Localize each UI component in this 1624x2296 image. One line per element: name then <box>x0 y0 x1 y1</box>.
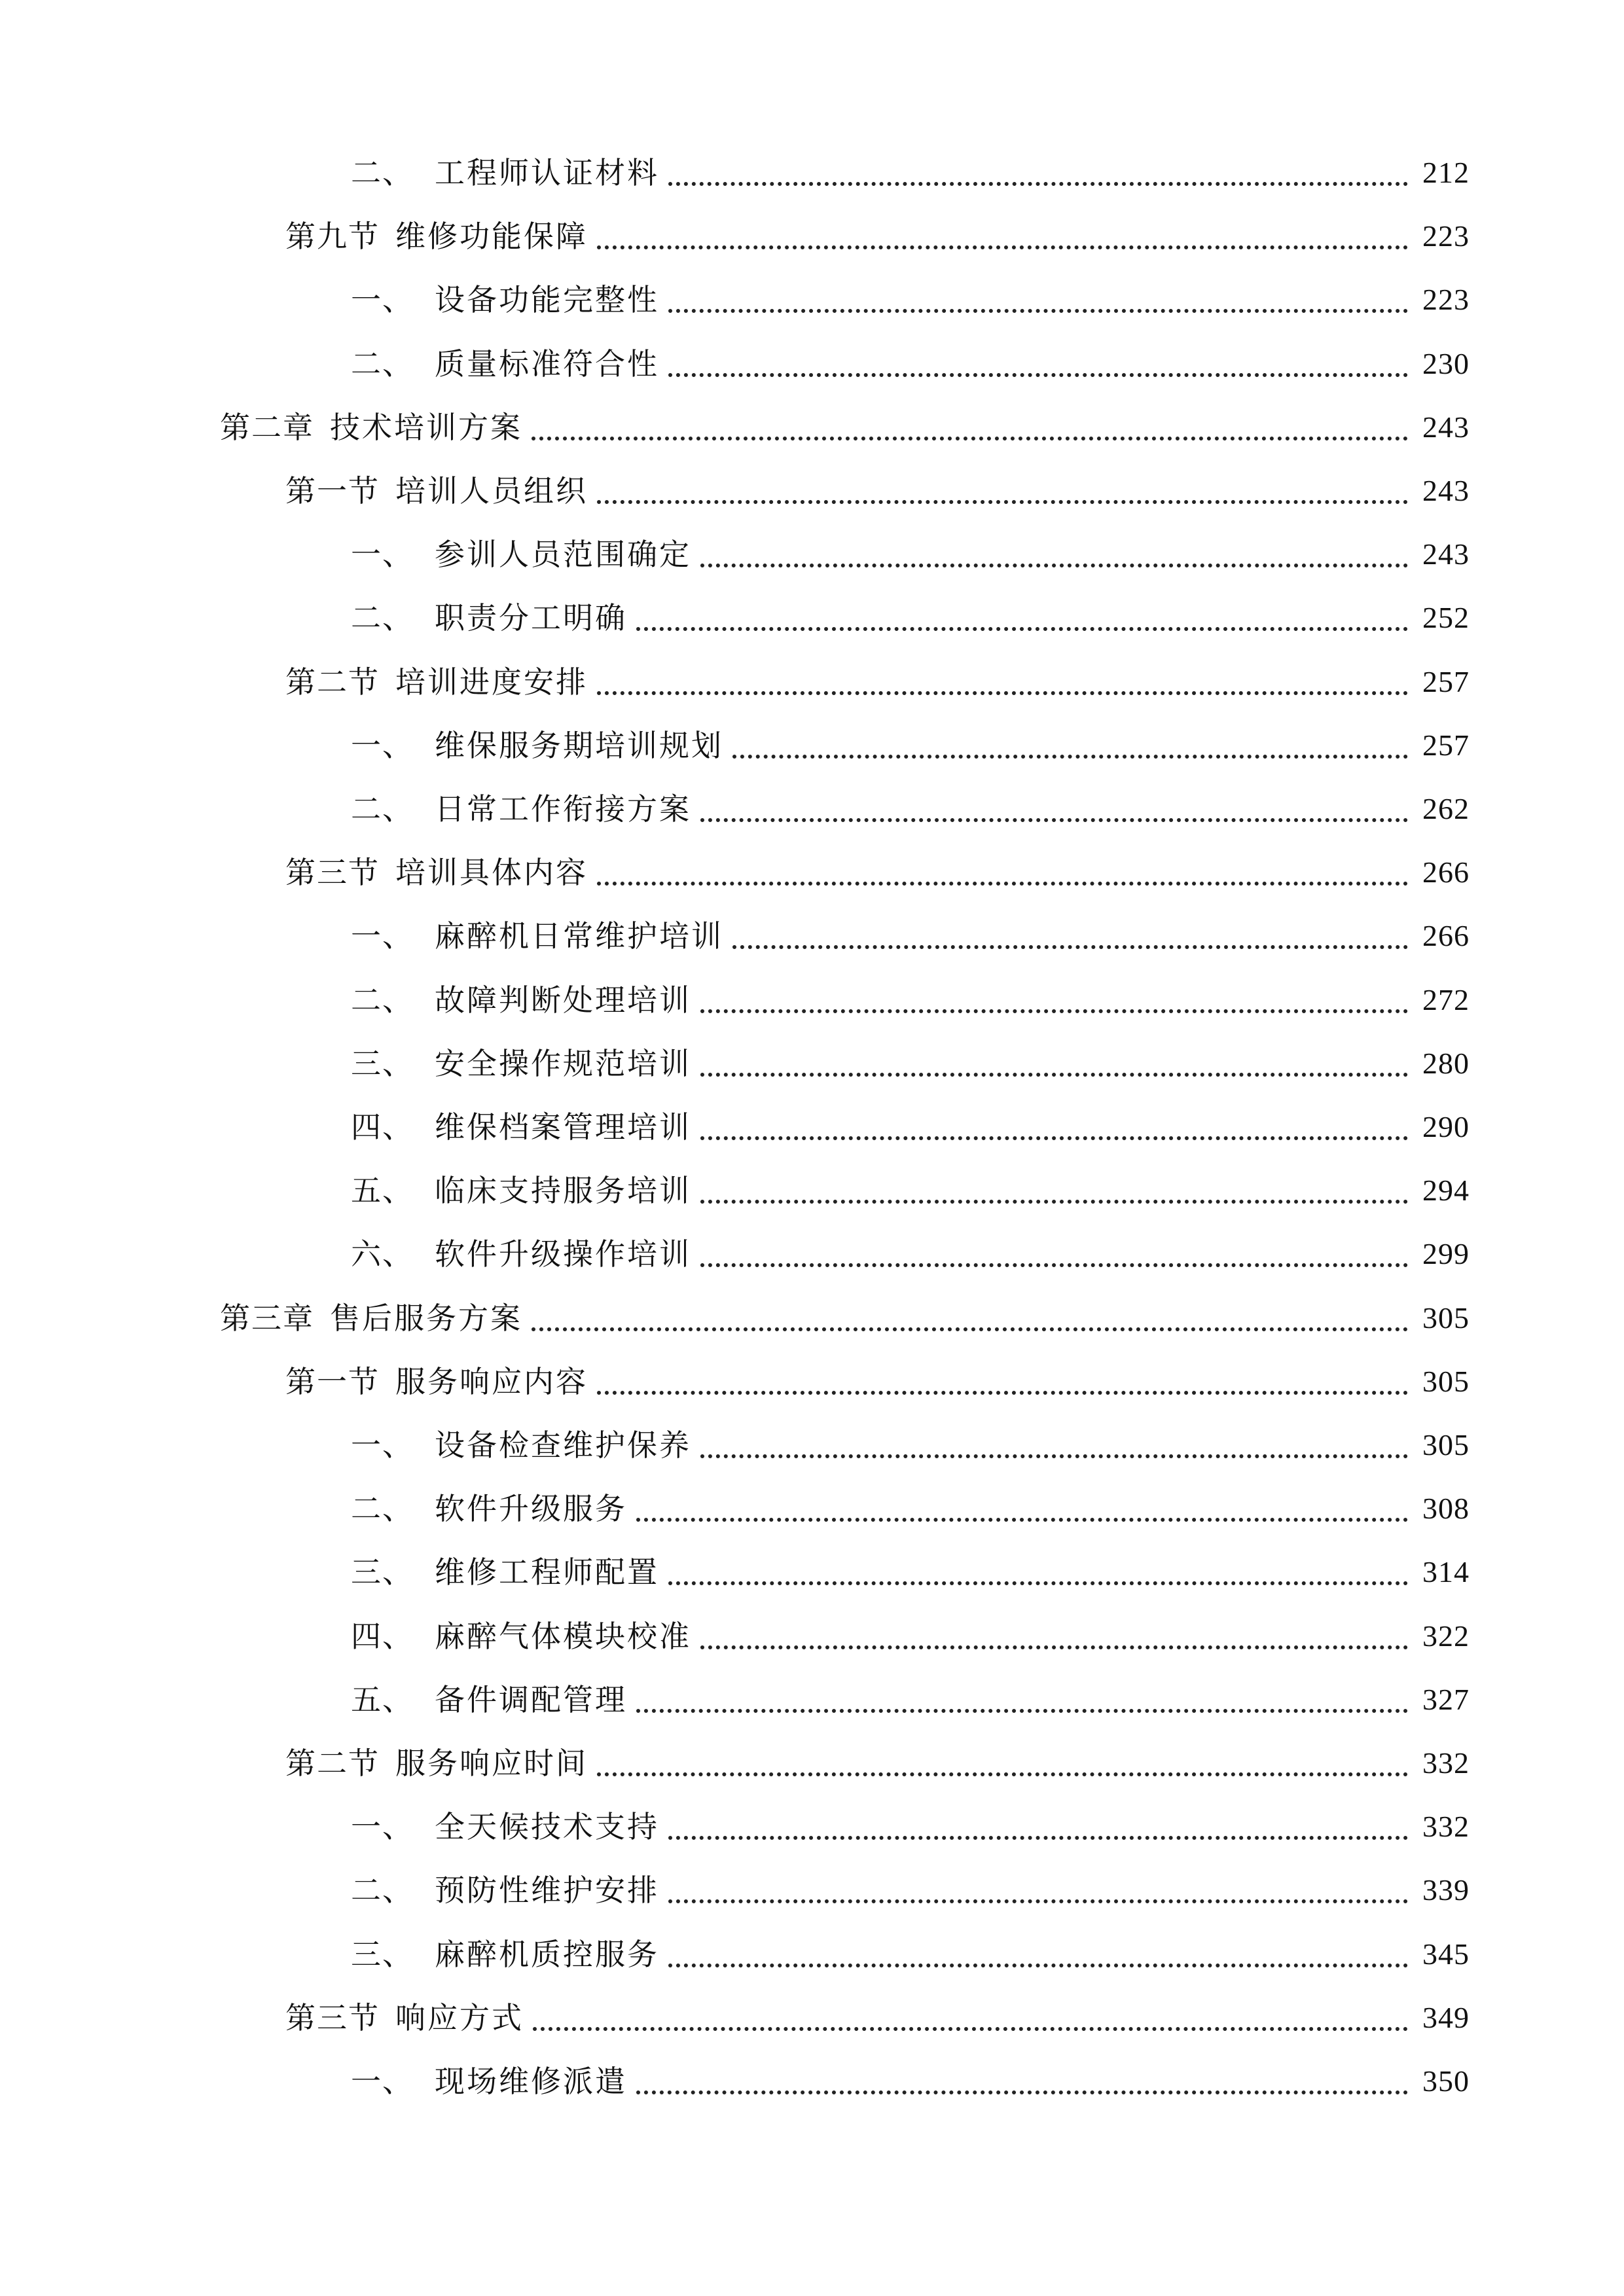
toc-dot-leader <box>668 1964 1408 1967</box>
toc-dot-leader <box>732 945 1408 949</box>
toc-page-number: 294 <box>1422 1174 1470 1207</box>
toc-entry-item[interactable] <box>351 1546 1470 1592</box>
toc-dot-leader <box>597 691 1408 695</box>
toc-entry-item[interactable] <box>351 338 1470 384</box>
toc-entry-item[interactable] <box>351 1037 1470 1083</box>
toc-dot-leader <box>597 1391 1408 1395</box>
toc-entry-number: 第一节 <box>285 473 380 509</box>
toc-entry-title: 技术培训方案 <box>330 410 522 445</box>
toc-entry-item[interactable] <box>351 1674 1470 1719</box>
toc-entry-number: 二、 <box>351 1491 414 1526</box>
toc-page-number: 257 <box>1422 665 1470 698</box>
toc-entry-title: 故障判断处理培训 <box>435 982 691 1018</box>
toc-page-number: 345 <box>1422 1937 1470 1971</box>
toc-entry-item[interactable] <box>351 974 1470 1020</box>
toc-entry-number: 第三节 <box>285 2000 380 2036</box>
toc-entry-number: 一、 <box>351 282 414 317</box>
toc-entry-section[interactable] <box>285 1737 1470 1783</box>
toc-dot-leader <box>700 564 1408 567</box>
toc-entry-number: 一、 <box>351 1427 414 1463</box>
toc-entry-number: 二、 <box>351 155 414 190</box>
toc-page-number: 339 <box>1422 1873 1470 1907</box>
toc-page-number: 230 <box>1422 347 1470 380</box>
toc-entry-number: 第三节 <box>285 855 380 890</box>
toc-page-number: 290 <box>1422 1110 1470 1143</box>
toc-entry-number: 二、 <box>351 982 414 1018</box>
toc-dot-leader <box>700 1645 1408 1649</box>
toc-page-number: 322 <box>1422 1619 1470 1653</box>
toc-page-number: 243 <box>1422 410 1470 444</box>
toc-entry-number: 第二节 <box>285 1746 380 1781</box>
toc-entry-item[interactable] <box>351 1928 1470 1974</box>
toc-entry-item[interactable] <box>351 147 1470 192</box>
toc-entry-number: 二、 <box>351 346 414 382</box>
toc-dot-leader <box>533 2027 1408 2031</box>
toc-page-number: 243 <box>1422 474 1470 507</box>
toc-entry-title: 维保档案管理培训 <box>435 1109 691 1145</box>
toc-entry-title: 售后服务方案 <box>330 1300 522 1336</box>
toc-entry-chapter[interactable] <box>220 1292 1470 1338</box>
toc-dot-leader <box>700 818 1408 822</box>
toc-entry-number: 第一节 <box>285 1364 380 1399</box>
toc-page-number: 257 <box>1422 728 1470 762</box>
toc-page-number: 349 <box>1422 2001 1470 2034</box>
toc-entry-title: 培训人员组织 <box>395 473 588 509</box>
toc-entry-number: 三、 <box>351 1554 414 1590</box>
toc-dot-leader <box>700 1009 1408 1013</box>
toc-dot-leader <box>597 882 1408 886</box>
toc-page-number: 223 <box>1422 219 1470 253</box>
toc-entry-item[interactable] <box>351 1482 1470 1528</box>
toc-entry-section[interactable] <box>285 1992 1470 2037</box>
toc-entry-title: 临床支持服务培训 <box>435 1173 691 1208</box>
toc-page-number: 212 <box>1422 156 1470 189</box>
toc-entry-item[interactable] <box>351 1419 1470 1465</box>
toc-dot-leader <box>700 1073 1408 1077</box>
toc-page-number: 332 <box>1422 1746 1470 1780</box>
toc-dot-leader <box>597 245 1408 249</box>
toc-entry-number: 五、 <box>351 1682 414 1717</box>
toc-page-number: 223 <box>1422 283 1470 316</box>
toc-entry-item[interactable] <box>351 783 1470 829</box>
toc-page-number: 299 <box>1422 1237 1470 1270</box>
toc-dot-leader <box>597 1772 1408 1776</box>
toc-dot-leader <box>700 1200 1408 1204</box>
toc-entry-number: 一、 <box>351 537 414 572</box>
toc-entry-number: 三、 <box>351 1937 414 1972</box>
toc-page-number: 243 <box>1422 537 1470 571</box>
toc-entry-title: 职责分工明确 <box>435 600 627 636</box>
toc-entry-title: 全天候技术支持 <box>435 1809 659 1844</box>
toc-dot-leader <box>532 1327 1408 1331</box>
toc-entry-number: 一、 <box>351 1809 414 1844</box>
toc-entry-title: 培训具体内容 <box>395 855 588 890</box>
toc-entry-item[interactable] <box>351 1228 1470 1274</box>
toc-dot-leader <box>636 2090 1408 2094</box>
toc-page-number: 350 <box>1422 2064 1470 2098</box>
toc-page-number: 305 <box>1422 1365 1470 1398</box>
toc-entry-number: 一、 <box>351 2064 414 2099</box>
toc-entry-title: 维保服务期培训规划 <box>435 728 723 763</box>
toc-entry-section[interactable] <box>285 656 1470 702</box>
toc-dot-leader <box>732 755 1408 759</box>
toc-entry-item[interactable] <box>351 1801 1470 1846</box>
toc-entry-item[interactable] <box>351 1164 1470 1210</box>
toc-page-number: 305 <box>1422 1428 1470 1462</box>
toc-entry-title: 工程师认证材料 <box>435 155 659 190</box>
toc-entry-title: 安全操作规范培训 <box>435 1046 691 1081</box>
toc-page-number: 314 <box>1422 1555 1470 1588</box>
toc-dot-leader <box>597 500 1408 504</box>
toc-dot-leader <box>668 1899 1408 1903</box>
toc-dot-leader <box>636 627 1408 631</box>
toc-page-number: 280 <box>1422 1047 1470 1080</box>
toc-entry-title: 响应方式 <box>395 2000 524 2036</box>
toc-page-number: 272 <box>1422 983 1470 1016</box>
toc-entry-section[interactable] <box>285 210 1470 256</box>
toc-entry-title: 软件升级操作培训 <box>435 1236 691 1272</box>
toc-entry-section[interactable] <box>285 465 1470 511</box>
toc-entry-chapter[interactable] <box>220 401 1470 447</box>
toc-entry-number: 一、 <box>351 918 414 954</box>
toc-dot-leader <box>668 1581 1408 1585</box>
toc-page-number: 308 <box>1422 1492 1470 1525</box>
toc-entry-section[interactable] <box>285 846 1470 892</box>
toc-entry-title: 服务响应时间 <box>395 1746 588 1781</box>
toc-dot-leader <box>668 1836 1408 1840</box>
toc-entry-title: 质量标准符合性 <box>435 346 659 382</box>
toc-entry-title: 麻醉气体模块校准 <box>435 1619 691 1654</box>
toc-dot-leader <box>668 373 1408 377</box>
toc-dot-leader <box>668 309 1408 313</box>
toc-entry-number: 五、 <box>351 1173 414 1208</box>
toc-page-number: 332 <box>1422 1810 1470 1843</box>
toc-page-number: 305 <box>1422 1301 1470 1335</box>
toc-entry-title: 麻醉机质控服务 <box>435 1937 659 1972</box>
toc-dot-leader <box>700 1136 1408 1140</box>
toc-entry-number: 第二章 <box>220 410 314 445</box>
toc-entry-title: 设备检查维护保养 <box>435 1427 691 1463</box>
toc-entry-item[interactable] <box>351 719 1470 765</box>
toc-entry-title: 维修工程师配置 <box>435 1554 659 1590</box>
toc-entry-title: 麻醉机日常维护培训 <box>435 918 723 954</box>
toc-entry-item[interactable] <box>351 592 1470 637</box>
toc-page-number: 266 <box>1422 855 1470 889</box>
toc-entry-number: 第三章 <box>220 1300 314 1336</box>
toc-entry-number: 三、 <box>351 1046 414 1081</box>
toc-entry-title: 预防性维护安排 <box>435 1873 659 1908</box>
toc-entry-section[interactable] <box>285 1355 1470 1401</box>
toc-entry-item[interactable] <box>351 1864 1470 1910</box>
toc-entry-title: 日常工作衔接方案 <box>435 791 691 827</box>
toc-entry-title: 服务响应内容 <box>395 1364 588 1399</box>
toc-dot-leader <box>668 182 1408 186</box>
toc-entry-item[interactable] <box>351 528 1470 574</box>
toc-dot-leader <box>700 1454 1408 1458</box>
toc-entry-number: 第二节 <box>285 664 380 700</box>
toc-entry-item[interactable] <box>351 274 1470 319</box>
toc-entry-title: 软件升级服务 <box>435 1491 627 1526</box>
toc-entry-item[interactable] <box>351 2055 1470 2101</box>
toc-entry-title: 参训人员范围确定 <box>435 537 691 572</box>
toc-entry-title: 设备功能完整性 <box>435 282 659 317</box>
toc-entry-item[interactable] <box>351 1610 1470 1656</box>
toc-dot-leader <box>636 1709 1408 1713</box>
toc-page-number: 327 <box>1422 1683 1470 1716</box>
toc-page-number: 252 <box>1422 601 1470 634</box>
toc-page-number: 266 <box>1422 919 1470 952</box>
toc-entry-number: 四、 <box>351 1619 414 1654</box>
toc-entry-number: 六、 <box>351 1236 414 1272</box>
toc-entry-number: 二、 <box>351 791 414 827</box>
toc-entry-title: 培训进度安排 <box>395 664 588 700</box>
toc-entry-title: 现场维修派遣 <box>435 2064 627 2099</box>
toc-entry-item[interactable] <box>351 910 1470 956</box>
toc-dot-leader <box>636 1518 1408 1522</box>
toc-entry-number: 第九节 <box>285 219 380 254</box>
toc-entry-title: 维修功能保障 <box>395 219 588 254</box>
toc-dot-leader <box>700 1263 1408 1267</box>
toc-entry-number: 二、 <box>351 600 414 636</box>
toc-entry-title: 备件调配管理 <box>435 1682 627 1717</box>
toc-entry-item[interactable] <box>351 1101 1470 1147</box>
toc-entry-number: 四、 <box>351 1109 414 1145</box>
toc-dot-leader <box>532 437 1408 440</box>
toc-entry-number: 一、 <box>351 728 414 763</box>
toc-page-number: 262 <box>1422 792 1470 825</box>
toc-entry-number: 二、 <box>351 1873 414 1908</box>
